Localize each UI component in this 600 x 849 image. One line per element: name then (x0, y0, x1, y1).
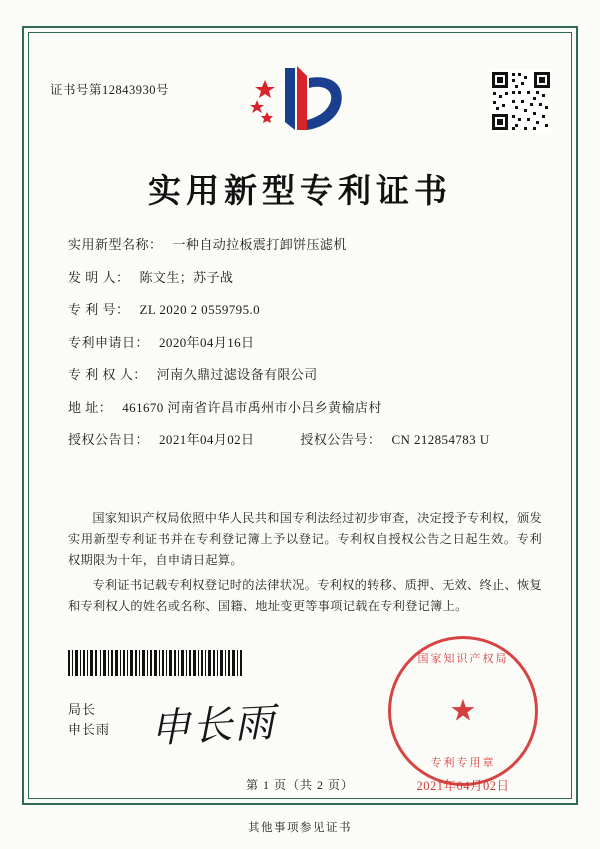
field-label: 实用新型名称： (68, 237, 163, 252)
barcode (68, 650, 244, 676)
field-row-patent-number (68, 301, 542, 319)
field-row-application-date (68, 334, 542, 352)
legal-body-text (68, 508, 542, 621)
footer-note: 其他事项参见证书 (248, 822, 352, 834)
field-value: ZL 2020 2 0559795.0 (139, 302, 261, 317)
legal-paragraph-1: 国家知识产权局依照中华人民共和国专利法经过初步审查，决定授予专利权，颁发实用新型专利证书并在专利登记簿上予以登记。专利权自授权公告之日起生效。专利权期限为十年，自申请日起算。 (68, 511, 542, 567)
seal-star-icon: ★ (449, 694, 477, 728)
field-value: 河南久鼎过滤设备有限公司 (156, 367, 318, 382)
field-value: 陈文生；苏子战 (139, 269, 234, 285)
cnipa-logo-icon (241, 60, 359, 138)
grant-date-value: 2021年04月02日 (159, 432, 255, 447)
director-title-label: 局长 (68, 702, 97, 717)
qr-code-icon (490, 70, 552, 132)
director-name: 申长雨 (68, 722, 111, 737)
corner-ornament-top-right (550, 26, 578, 54)
grant-number-label: 授权公告号： (300, 432, 382, 447)
field-value: 一种自动拉板震打卸饼压滤机 (172, 237, 347, 252)
seal-text-bottom: 专利专用章 (430, 757, 496, 769)
official-seal (388, 636, 538, 793)
page-number: 第 1 页（共 2 页） (245, 778, 354, 792)
seal-date: 2021年04月02日 (416, 779, 510, 793)
handwritten-signature: 申长雨 (149, 699, 278, 752)
legal-paragraph-2: 专利证书记载专利权登记时的法律状况。专利权的转移、质押、无效、终止、恢复和专利权人的姓名或名称、国籍、地址变更等事项记载在专利登记簿上。 (68, 578, 542, 613)
page-title: 实用新型专利证书 (148, 174, 452, 210)
seal-text-top: 国家知识产权局 (417, 653, 509, 665)
field-label: 专 利 权 人： (68, 367, 147, 382)
field-row-inventor (68, 269, 542, 287)
grant-date-label: 授权公告日： (68, 432, 150, 447)
field-row-patentee (68, 366, 542, 384)
header-row (46, 60, 554, 146)
grant-number-value: CN 212854783 U (391, 432, 490, 447)
field-row-grant (68, 431, 542, 449)
field-value: 461670 河南省许昌市禹州市小吕乡黄榆店村 (122, 399, 382, 415)
field-row-name (68, 236, 542, 254)
field-value: 2020年04月16日 (159, 334, 255, 350)
field-row-address (68, 399, 542, 417)
field-label: 发 明 人： (68, 269, 130, 285)
field-label: 专 利 号： (68, 302, 130, 317)
certificate-number: 证书号第12843930号 (50, 83, 170, 97)
signature-block (68, 700, 110, 740)
field-label: 专利申请日： (68, 334, 150, 350)
field-list (68, 236, 542, 464)
corner-ornament-top-left (22, 26, 50, 54)
field-label: 地 址： (68, 399, 113, 415)
